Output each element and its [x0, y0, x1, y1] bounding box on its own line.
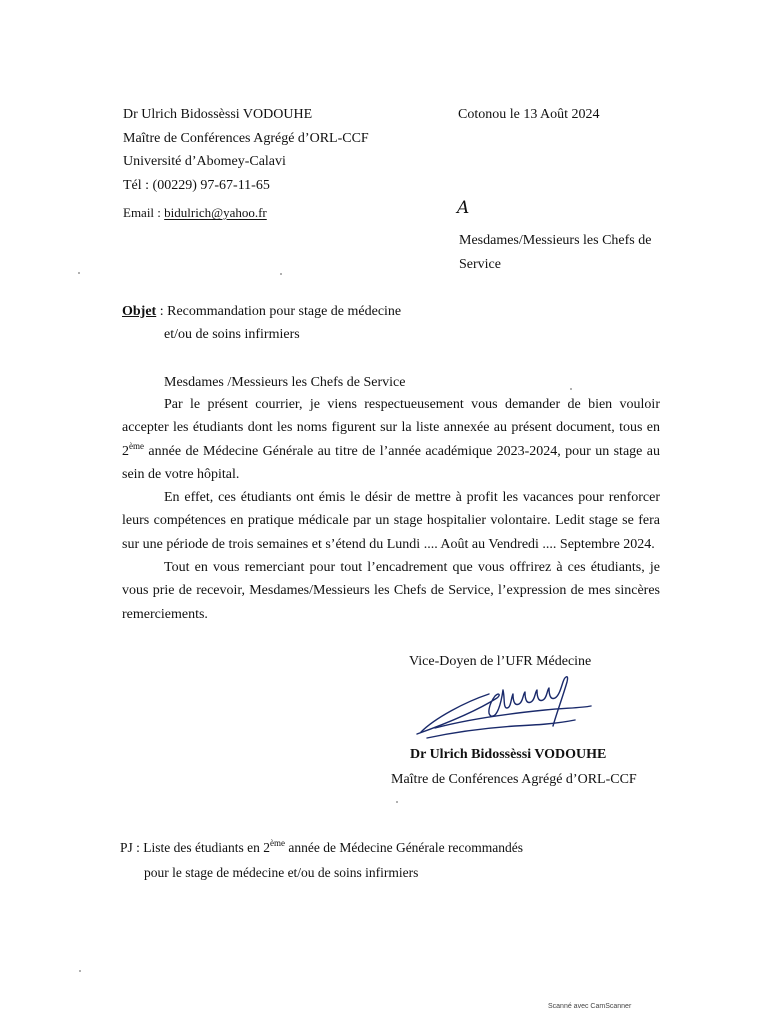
pj-superscript: ème: [270, 838, 285, 848]
scanner-watermark: Scanné avec CamScanner: [548, 1003, 632, 1010]
objet-line-2: et/ou de soins infirmiers: [164, 327, 300, 342]
scan-speck: [280, 273, 282, 275]
signature-role: Vice-Doyen de l’UFR Médecine: [409, 654, 592, 669]
objet-label: Objet: [122, 304, 157, 319]
pj-label: PJ :: [120, 840, 144, 855]
sender-university: Université d’Abomey-Calavi: [123, 154, 286, 169]
recipient-line-2: Service: [459, 257, 501, 272]
sender-email-line: [123, 204, 267, 221]
sender-phone: Tél : (00229) 97-67-11-65: [123, 177, 270, 193]
pj-text-1b: année de Médecine Générale recommandés: [285, 840, 523, 855]
handwritten-signature: [405, 668, 595, 744]
sender-email-link[interactable]: bidulrich@yahoo.fr: [164, 205, 267, 220]
objet-line-1: [122, 303, 401, 320]
pj-text-1a: Liste des étudiants en 2: [143, 840, 270, 855]
pj-line-2: pour le stage de médecine et/ou de soins infirmiers: [144, 865, 419, 880]
signatory-title: Maître de Conférences Agrégé d’ORL-CCF: [391, 772, 637, 787]
scan-speck: [79, 970, 81, 972]
recipient-line-1: Mesdames/Messieurs les Chefs de: [459, 233, 652, 248]
recipient-prefix: A: [457, 198, 470, 218]
body-p1-superscript: ème: [129, 440, 144, 451]
scan-speck: [78, 272, 80, 274]
body-paragraph-3: Tout en vous remerciant pour tout l’encadrement que vous offrirez à ces étudiants, je vous prie de recevoir, Mesdames/Messieurs les Chefs de Service, l’expression de mes sincères remerciements.: [122, 560, 660, 622]
scan-speck: [396, 801, 398, 803]
sender-block: [123, 106, 369, 200]
pj-line-1: [120, 839, 523, 856]
body-paragraph-2: En effet, ces étudiants ont émis le désir de mettre à profit les vacances pour renforcer leurs compétences en pratique médicale par un stage hospitalier volontaire. Ledit stage se fera sur une période de trois semaines et s’étend du Lundi .... Août au Vendredi .... Septembre 2024.: [122, 490, 660, 552]
body-paragraph-1: [122, 393, 660, 486]
sender-title: Maître de Conférences Agrégé d’ORL-CCF: [123, 130, 369, 146]
place-date: Cotonou le 13 Août 2024: [458, 107, 600, 122]
sender-name: Dr Ulrich Bidossèssi VODOUHE: [123, 107, 313, 122]
body-p1-text-b: année de Médecine Générale au titre de l’année académique 2023-2024, pour un stage au sein de votre hôpital.: [122, 443, 660, 482]
body-p1-text-a: Par le présent courrier, je viens respectueusement vous demander de bien vouloir accepter les étudiants dont les noms figurent sur la liste annexée au présent document, tous en 2: [122, 397, 660, 459]
objet-text-1: Recommandation pour stage de médecine: [167, 304, 402, 319]
letter-body: [122, 393, 660, 626]
salutation: Mesdames /Messieurs les Chefs de Service: [164, 375, 406, 390]
sender-email-label: Email :: [123, 205, 165, 220]
signatory-name: Dr Ulrich Bidossèssi VODOUHE: [410, 747, 607, 762]
objet-separator: :: [156, 304, 168, 319]
scan-speck: [570, 388, 572, 390]
